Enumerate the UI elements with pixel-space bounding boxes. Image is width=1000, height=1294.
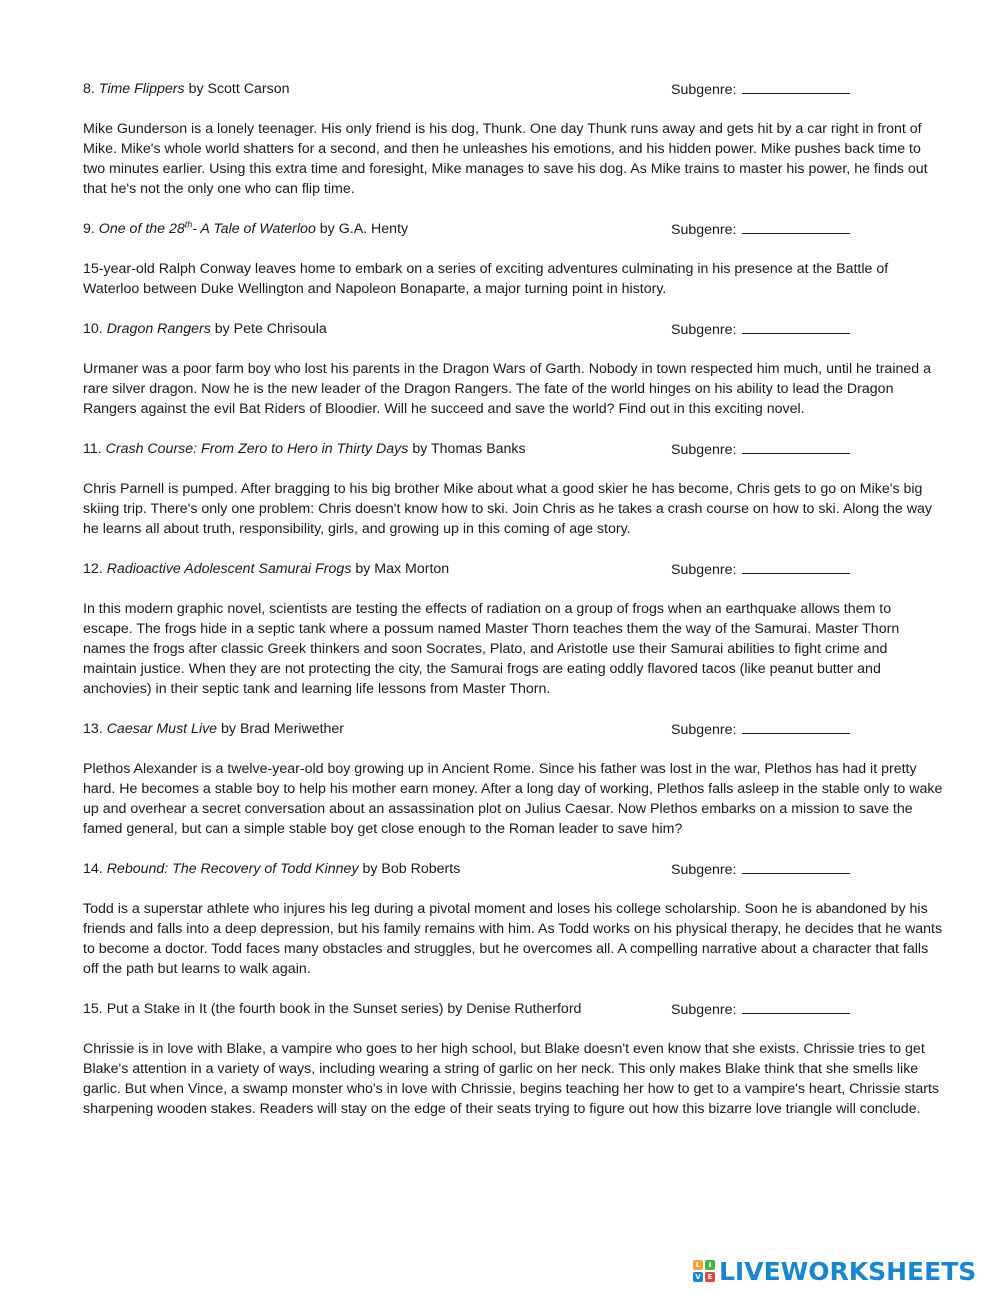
- liveworksheets-mark-icon: [693, 1260, 715, 1282]
- book-entry-15: [83, 999, 943, 1119]
- book-entry-8: [83, 79, 943, 199]
- book-heading: [83, 79, 943, 99]
- subgenre-label: Subgenre:: [671, 862, 737, 878]
- book-heading: [83, 559, 943, 579]
- subgenre-label: Subgenre:: [671, 562, 737, 578]
- book-author: by Thomas Banks: [412, 441, 526, 457]
- book-description: Todd is a superstar athlete who injures his leg during a pivotal moment and loses his college scholarship. Soon he is abandoned by his friends and falls into a deep depression, but his family remains with him. As Todd works on his physical therapy, he decides that he wants to become a doctor. Todd faces many obstacles and struggles, but he overcomes all. A compelling narrative about a character that falls off the path but learns to walk again.: [83, 901, 943, 977]
- subgenre-field: [671, 559, 850, 580]
- book-title: Time Flippers: [98, 81, 185, 97]
- book-number: 14.: [83, 861, 103, 877]
- book-number: 12.: [83, 561, 103, 577]
- subgenre-blank-12[interactable]: [742, 559, 850, 574]
- logo-mark-v: V: [693, 1272, 703, 1282]
- subgenre-blank-10[interactable]: [742, 319, 850, 334]
- book-author: by G.A. Henty: [319, 221, 409, 237]
- book-title: Crash Course: From Zero to Hero in Thirty Days: [105, 441, 409, 457]
- book-number: 9.: [83, 221, 95, 237]
- book-title-superscript: th: [184, 219, 193, 230]
- subgenre-label: Subgenre:: [671, 322, 737, 338]
- subgenre-field: [671, 79, 850, 100]
- book-number: 10.: [83, 321, 103, 337]
- liveworksheets-logo: [693, 1256, 976, 1286]
- book-heading: [83, 439, 943, 459]
- subgenre-field: [671, 719, 850, 740]
- book-title: Rebound: The Recovery of Todd Kinney: [106, 861, 359, 877]
- book-author: by Max Morton: [355, 561, 450, 577]
- book-title: Dragon Rangers: [106, 321, 211, 337]
- book-description: Chrissie is in love with Blake, a vampire who goes to her high school, but Blake doesn't even know that she exists. Chrissie tries to get Blake's attention in a variety of ways, including wearing a string of garlic on her neck. This only makes Blake think that she smells like garlic. But when Vince, a swamp monster who's in love with Chrissie, begins teaching her how to get to a vampire's heart, Chrissie starts sharpening wooden stakes. Readers will stay on the edge of their seats trying to figure out how this bizarre love triangle will conclude.: [83, 1041, 940, 1117]
- book-title: Radioactive Adolescent Samurai Frogs: [106, 561, 352, 577]
- book-entry-14: [83, 859, 943, 979]
- book-number: 13.: [83, 721, 103, 737]
- book-number: 15.: [83, 1001, 103, 1017]
- subgenre-label: Subgenre:: [671, 82, 737, 98]
- subgenre-blank-14[interactable]: [742, 859, 850, 874]
- book-author: by Pete Chrisoula: [214, 321, 327, 337]
- subgenre-label: Subgenre:: [671, 442, 737, 458]
- logo-mark-i: I: [705, 1260, 715, 1270]
- subgenre-blank-11[interactable]: [742, 439, 850, 454]
- subgenre-field: [671, 219, 850, 240]
- book-author: by Scott Carson: [188, 81, 290, 97]
- book-author: by Brad Meriwether: [221, 721, 345, 737]
- book-entry-12: [83, 559, 943, 699]
- book-description: Mike Gunderson is a lonely teenager. His only friend is his dog, Thunk. One day Thunk runs away and gets hit by a car right in front of Mike. Mike's whole world shatters for a second, and then he unleashes his emotions, and his hidden power. Mike pushes back time to two minutes earlier. Using this extra time and foresight, Mike manages to save his dog. As Mike trains to master his power, he finds out that he's not the only one who can flip time.: [83, 121, 928, 197]
- book-entry-9: [83, 219, 943, 299]
- book-description: Chris Parnell is pumped. After bragging to his big brother Mike about what a good skier he has become, Chris gets to go on Mike's big skiing trip. There's only one problem: Chris doesn't know how to ski. Join Chris as he takes a crash course on how to ski. Along the way he learns all about truth, responsibility, girls, and growing up in this coming of age story.: [83, 481, 932, 537]
- book-description: Urmaner was a poor farm boy who lost his parents in the Dragon Wars of Garth. Nobody in town respected him much, until he trained a rare silver dragon. Now he is the new leader of the Dragon Rangers. The fate of the world hinges on his ability to lead the Dragon Rangers against the evil Bat Riders of Bloodier. Will he succeed and save the world? Find out in this exciting novel.: [83, 361, 931, 417]
- book-heading: [83, 859, 943, 879]
- book-entry-13: [83, 719, 943, 839]
- book-title-part: - A Tale of Waterloo: [192, 221, 316, 237]
- book-number: 11.: [83, 441, 102, 457]
- subgenre-label: Subgenre:: [671, 1002, 737, 1018]
- subgenre-blank-13[interactable]: [742, 719, 850, 734]
- book-title-part: One of the 28: [98, 221, 185, 237]
- book-heading: [83, 719, 943, 739]
- book-title: Caesar Must Live: [106, 721, 218, 737]
- book-heading: [83, 319, 943, 339]
- subgenre-field: [671, 439, 850, 460]
- worksheet-page: [83, 79, 943, 1139]
- subgenre-field: [671, 999, 850, 1020]
- subgenre-field: [671, 319, 850, 340]
- logo-text: LIVEWORKSHEETS: [719, 1256, 977, 1286]
- subgenre-blank-9[interactable]: [742, 219, 850, 234]
- subgenre-label: Subgenre:: [671, 722, 737, 738]
- book-entry-11: [83, 439, 943, 539]
- logo-mark-e: E: [705, 1272, 715, 1282]
- book-title: [99, 221, 316, 237]
- book-entry-10: [83, 319, 943, 419]
- book-number: 8.: [83, 81, 95, 97]
- book-description: Plethos Alexander is a twelve-year-old boy growing up in Ancient Rome. Since his father was lost in the war, Plethos has had it pretty hard. He becomes a stable boy to help his mother earn money. After a long day of working, Plethos falls asleep in the stable only to wake up and overhear a secret conversation about an assassination plot on Julius Caesar. Now Plethos embarks on a mission to save the famed general, but can a simple stable boy get close enough to the Roman leader to save him?: [83, 761, 943, 837]
- book-heading: [83, 219, 943, 239]
- book-heading-text: Put a Stake in It (the fourth book in the Sunset series) by Denise Rutherford: [106, 1001, 582, 1017]
- subgenre-field: [671, 859, 850, 880]
- book-description: 15-year-old Ralph Conway leaves home to embark on a series of exciting adventures culminating in his presence at the Battle of Waterloo between Duke Wellington and Napoleon Bonaparte, a major turning point in history.: [83, 261, 889, 297]
- subgenre-label: Subgenre:: [671, 222, 737, 238]
- book-description: In this modern graphic novel, scientists are testing the effects of radiation on a group of frogs when an earthquake allows them to escape. The frogs hide in a septic tank where a possum named Master Thorn teaches them the way of the Samurai. Master Thorn names the frogs after classic Greek thinkers and soon Socrates, Plato, and Aristotle use their Samurai abilities to fight crime and maintain justice. When they are not protecting the city, the Samurai frogs are eating oddly flavored tacos (like peanut butter and anchovies) in their septic tank and learning life lessons from Master Thorn.: [83, 601, 900, 697]
- logo-mark-l: L: [693, 1260, 703, 1270]
- book-heading: [83, 999, 943, 1019]
- book-author: by Bob Roberts: [362, 861, 461, 877]
- subgenre-blank-8[interactable]: [742, 79, 850, 94]
- subgenre-blank-15[interactable]: [742, 999, 850, 1014]
